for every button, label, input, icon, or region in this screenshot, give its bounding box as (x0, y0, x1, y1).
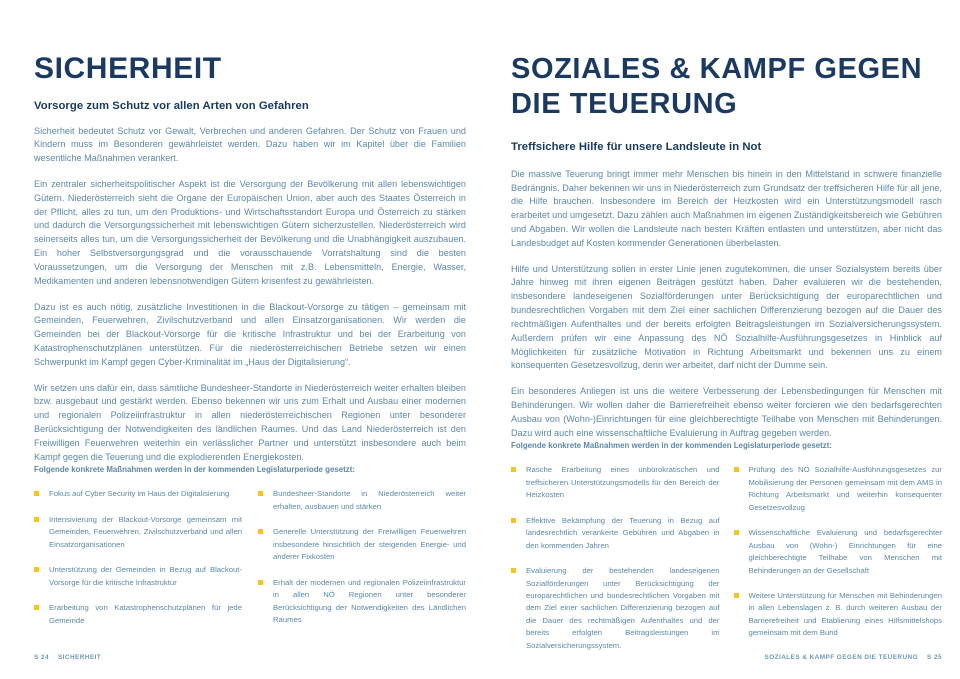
measures-list (258, 488, 466, 626)
list-item-text: Erarbeitung von Katastrophenschutzplänen für jede Gemeinde (49, 603, 242, 625)
bullet-square-icon (34, 517, 39, 522)
list-item (34, 564, 242, 589)
list-item-text: Unterstützung der Gemeinden in Bezug auf Blackout-Vorsorge für die kritische Infrastruktur (49, 565, 242, 587)
bullet-square-icon (258, 491, 263, 496)
bullet-square-icon (511, 568, 516, 573)
page-number: S 25 (927, 654, 942, 661)
measures-column-2 (258, 488, 466, 627)
footer-right (765, 654, 942, 661)
bullet-square-icon (34, 567, 39, 572)
page-title: SOZIALES & KAMPF GEGEN DIE TEUERUNG (511, 53, 923, 121)
measures-columns (34, 488, 466, 627)
body-paragraph: Ein besonderes Anliegen ist uns die weitere Verbesserung der Lebensbedingungen für Menschen mit Behinderungen. Wir wollen daher die Barrierefreiheit ebenso weiter forcieren wie den bedarfsgerechten Ausbau von (Wohn-)Einrichtungen für eine gleichberechtigte Teilhabe von Menschen mit Behinderungen. Dazu wird auch eine wissenschaftliche Evaluierung in Auftrag gegeben werden. (511, 386, 942, 438)
body-paragraph: Die massive Teuerung bringt immer mehr Menschen bis hinein in den Mittelstand in schwere finanzielle Bedrängnis. Daher bekennen wir uns in Niederösterreich zum Grundsatz der treffsicheren Hilfe für all jene, die Hilfe brauchen. Insbesondere im Bereich der Heizkosten wird ein Unterstützungsmodell rasch erarbeitet und umgesetzt. Dazu zählen auch Maßnahmen im eigenen Zuständigkeitsbereich wie Gebühren und Abgaben. Wir wollen die Landsleute nach besten Kräften entlasten und unterstützen, aber nicht das Landesbudget auf Kosten kommender Generationen überbelasten. (511, 168, 942, 248)
measures-column-1 (511, 464, 720, 652)
page-number: S 24 (34, 654, 49, 661)
bullet-square-icon (258, 580, 263, 585)
page-title: SICHERHEIT (34, 52, 222, 85)
list-item (34, 514, 242, 551)
list-item-text: Erhalt der modernen und regionalen Polizeiinfrastruktur in allen NÖ Regionen unter besonderer Berücksichtigung der Notwendigkeiten des Ländlichen Raumes (273, 577, 466, 625)
right-page (480, 0, 960, 679)
body-paragraph: Hilfe und Unterstützung sollen in erster Linie jenen zugutekommen, die unser Sozialsystem bereits über Jahre hinweg mit ihren eigenen Beiträgen gestützt haben. Daher evaluieren wir die bestehenden, insbesondere landeseigenen Sozialförderungen unter Berücksichtigung der europarechtlichen und bundesrechtlichen Vorgaben mit dem Ziel einer sachlichen Differenzierung bezogen auf die Dauer des rechtmäßigen Aufenthaltes und der bereits erfolgten Beitragsleistungen im Sozialversicherungssystem. Außerdem prüfen wir eine Anpassung des NÖ Sozialhilfe-Ausführungsgesetzes in Hinblick auf Möglichkeiten für zusätzliche Motivation in Richtung Arbeitsmarkt und bekennen uns zu einem konsequenten Gesetzesvollzug, denn wer arbeitet, darf nicht der Dumme sein. (511, 263, 942, 371)
body-paragraph: Ein zentraler sicherheitspolitischer Aspekt ist die Versorgung der Bevölkerung mit allen lebenswichtigen Gütern. Niederösterreich sieht die Organe der Europäischen Union, aber auch des Staates Österreich in der Pflicht, alles zu tun, um den Produktions- und Wirtschaftsstandort Europa und Österreich zu stärken und dadurch die Versorgungssicherheit mit lebenswichtigen Gütern sicherzustellen. Niederösterreich wird seinerseits alles tun, um die Versorgungssicherheit der Bevölkerung und die Unabhängigkeit auszubauen. Ein hoher Selbstversorgungsgrad und die vorausschauende Vorratshaltung sind die besten Voraussetzungen, um die Versorgung der Menschen mit z.B. Lebensmitteln, Energie, Wasser, Medikamenten und anderen lebensnotwendigen Gütern krisenfest zu gewährleisten. (34, 179, 466, 286)
footer-left (34, 654, 101, 661)
footer-section-label: SICHERHEIT (57, 654, 102, 661)
footer-section-label: SOZIALES & KAMPF GEGEN DIE TEUERUNG (764, 654, 919, 661)
bullet-square-icon (511, 518, 516, 523)
list-item-text: Evaluierung der bestehenden landeseigenen Sozialförderungen unter Berücksichtigung der europarechtlichen und bundesrechtlichen Vorgaben mit dem Ziel einer sachlichen Differenzierung bezogen auf die Dauer des rechtmäßigen Aufenthaltes und der bereits erfolgten Beitragsleistungen im Sozialversicherungssystem. (526, 566, 720, 650)
measures-list (34, 488, 242, 627)
list-item-text: Effektive Bekämpfung der Teuerung in Bezug auf landesrechtlich verankerte Gebühren und Abgaben in den kommenden Jahren (526, 515, 720, 550)
list-item (511, 515, 720, 552)
measures-list (511, 464, 720, 652)
list-item (34, 602, 242, 627)
bullet-square-icon (34, 605, 39, 610)
list-item-text: Generelle Unterstützung der Freiwilligen Feuerwehren insbesondere hinsichtlich der steigenden Energie- und anderer Fixkosten (273, 527, 466, 562)
body-paragraph: Wir setzen uns dafür ein, dass sämtliche Bundesheer-Standorte in Niederösterreich weiter erhalten bleiben bzw. ausgebaut und gestärkt werden. Ebenso bekennen wir uns zum Erhalt und Ausbau einer modernen und regionalen Polizeiinfrastruktur in allen niederösterreichischen Regionen unter besonderer Berücksichtigung der Notwendigkeiten des ländlichen Raumes. Und das Land Niederösterreich ist den Freiwilligen Feuerwehren weiterhin ein verlässlicher Partner und unterstützt insbesondere auch beim Kampf gegen die Teuerung und die explodierenden Energiekosten. (34, 382, 466, 462)
list-item-text: Prüfung des NÖ Sozialhilfe-Ausführungsgesetzes zur Mobilisierung der Personen gemeinsam mit dem AMS in Richtung Arbeitsmarkt und weiterhin konsequenter Gesetzesvollzug (748, 465, 942, 512)
list-item-text: Bundesheer-Standorte in Niederösterreich weiter erhalten, ausbauen und stärken (273, 489, 466, 511)
list-item (258, 488, 466, 513)
body-paragraph: Sicherheit bedeutet Schutz vor Gewalt, Verbrechen und anderen Gefahren. Der Schutz von Frauen und Kindern muss im Besonderen gewährleistet werden. Dazu haben wir im Kapitel über die Familien wesentliche Maßnahmen verankert. (34, 125, 466, 164)
measures-intro: Folgende konkrete Maßnahmen werden in der kommenden Legislaturperiode gesetzt: (34, 465, 355, 475)
measures-column-2 (734, 464, 943, 652)
list-item (34, 488, 242, 500)
measures-column-1 (34, 488, 242, 627)
bullet-square-icon (258, 529, 263, 534)
bullet-square-icon (734, 530, 739, 535)
page-subtitle: Treffsichere Hilfe für unsere Landsleute in Not (511, 140, 762, 153)
list-item-text: Intensivierung der Blackout-Vorsorge gemeinsam mit Gemeinden, Feuerwehren, Zivilschutzverband und allen Einsatzorganisationen (49, 514, 242, 549)
list-item (511, 565, 720, 652)
measures-intro: Folgende konkrete Maßnahmen werden in der kommenden Legislaturperiode gesetzt: (511, 441, 832, 451)
list-item-text: Wissenschaftliche Evaluierung und bedarfsgerechter Ausbau von (Wohn-) Einrichtungen für eine gleichberechtigte Teilhabe von Menschen mit Behinderungen an der Gesellschaft (748, 528, 942, 575)
list-item-text: Rasche Erarbeitung eines unbürokratischen und treffsicheren Unterstützungsmodells für den Bereich der Heizkosten (526, 465, 720, 500)
measures-columns (511, 464, 942, 652)
list-item (258, 577, 466, 627)
bullet-square-icon (734, 593, 739, 598)
list-item (734, 527, 943, 577)
list-item (511, 464, 720, 501)
bullet-square-icon (34, 491, 39, 496)
list-item-text: Fokus auf Cyber Security im Haus der Digitalisierung (49, 489, 230, 499)
page-subtitle: Vorsorge zum Schutz vor allen Arten von Gefahren (34, 99, 309, 112)
list-item-text: Weitere Unterstützung für Menschen mit Behinderungen in allen Lebenslagen z. B. durch weiteren Ausbau der Barrierefreiheit und Etablierung eines Hilfsmittelshops gemeinsam mit dem Bund (748, 590, 942, 638)
body-paragraph: Dazu ist es auch nötig, zusätzliche Investitionen in die Blackout-Vorsorge zu tätigen – gemeinsam mit Gemeinden, Feuerwehren, Zivilschutzverband und allen Einsatzorganisationen. Wir werden die Gemeinden bei der Blackout-Vorsorge für die kritische Infrastruktur und bei der Erarbeitung von Katastrophenschutzplänen unterstützen. Für die niederösterreichischen Betriebe setzen wir einen Schwerpunkt im Kampf gegen Cyber-Kriminalität im „Haus der Digitalisierung“. (34, 301, 466, 367)
bullet-square-icon (734, 467, 739, 472)
list-item (734, 590, 943, 640)
list-item (734, 464, 943, 514)
bullet-square-icon (511, 467, 516, 472)
list-item (258, 526, 466, 563)
measures-list (734, 464, 943, 640)
